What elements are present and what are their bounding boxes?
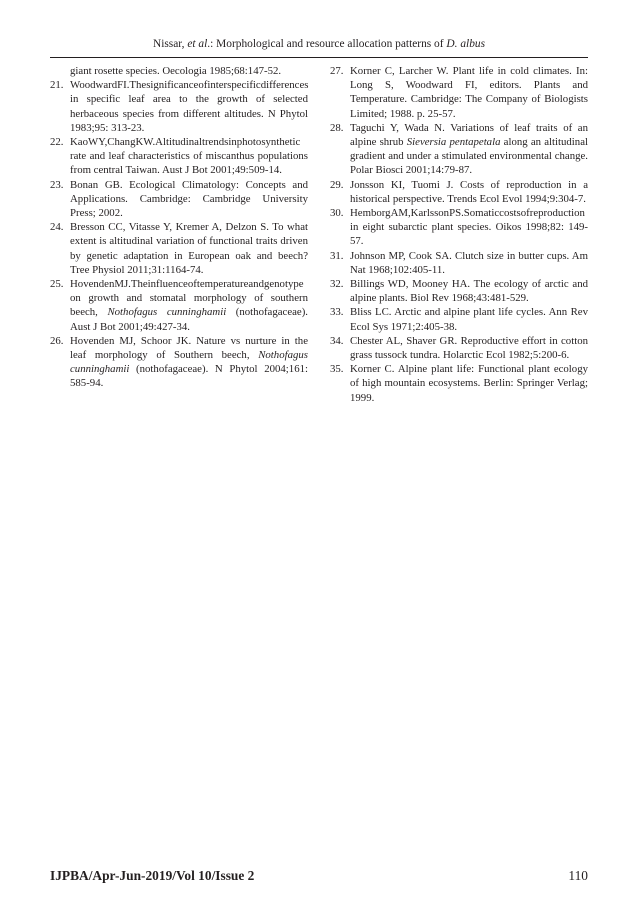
reference-text-part: Taguchi Y, Wada N. Variations of leaf traits of an alpine shrub: [350, 121, 588, 149]
reference-number: 35.: [330, 363, 344, 376]
references-right-column: [330, 64, 588, 405]
reference-text-part: Korner C. Alpine plant life: Functional plant ecology of high mountain ecosystems. Berlin: Springer Verlag; 1999.: [350, 363, 588, 404]
reference-text: [350, 178, 588, 206]
reference-text-part: along an altitudinal gradient and under a stimulated environmental change. Polar Biosci 2001;14:79-87.: [350, 136, 588, 177]
reference-text-part: Billings WD, Mooney HA. The ecology of arctic and alpine plants. Biol Rev 1968;43:481-529.: [350, 278, 588, 305]
header-title: .: Morphological and resource allocation patterns of: [207, 38, 447, 50]
reference-item: [50, 178, 308, 221]
reference-number: 25.: [50, 278, 64, 291]
reference-number: 33.: [330, 306, 344, 319]
reference-item: [330, 249, 588, 277]
reference-item: [330, 305, 588, 333]
reference-text-part: Hovenden MJ, Schoor JK. Nature vs nurture in the leaf morphology of Southern beech,: [70, 334, 308, 362]
reference-item: [330, 362, 588, 405]
journal-issue: IJPBA/Apr-Jun-2019/Vol 10/Issue 2: [50, 868, 255, 883]
reference-text: [70, 78, 308, 135]
reference-text: [70, 277, 308, 334]
reference-number: 28.: [330, 121, 344, 134]
reference-number: 34.: [330, 334, 344, 347]
reference-text-part: HovendenMJ.Theinfluenceoftemperatureandgenotype on growth and stomatal morphology of southern beech,: [70, 278, 308, 319]
reference-number: 21.: [50, 79, 64, 92]
reference-text: [350, 121, 588, 178]
reference-item: [50, 135, 308, 178]
reference-text-part: Jonsson KI, Tuomi J. Costs of reproduction in a historical perspective. Trends Ecol Evol 1994;9:304-7.: [350, 178, 588, 205]
reference-number: 30.: [330, 207, 344, 220]
header-authors: Nissar,: [152, 38, 188, 50]
reference-species-name: Nothofagus cunninghamii: [107, 306, 227, 319]
reference-text-part: Bonan GB. Ecological Climatology: Concepts and Applications. Cambridge: Cambridge University Press; 2002.: [70, 178, 308, 220]
reference-text: [350, 334, 588, 362]
header-divider: [50, 57, 588, 58]
reference-text: [70, 334, 308, 391]
reference-text: [350, 305, 588, 333]
reference-text-part: (nothofagaceae). N Phytol 2004;161: 585-94.: [70, 363, 308, 390]
reference-text: [350, 206, 588, 249]
header-etal: et al: [187, 38, 208, 50]
reference-text-part: Johnson MP, Cook SA. Clutch size in butter cups. Am Nat 1968;102:405-11.: [350, 249, 588, 276]
reference-item: [50, 78, 308, 135]
reference-number: 31.: [330, 249, 344, 262]
running-header: [0, 37, 638, 51]
reference-item: [330, 334, 588, 362]
reference-item: [50, 334, 308, 391]
reference-text: [350, 64, 588, 121]
reference-item: [50, 64, 308, 78]
reference-text: [350, 249, 588, 277]
reference-text-part: Korner C, Larcher W. Plant life in cold climates. In: Long S, Woodward FI, editors. Plants and Temperature. Cambridge: The Company of Biologists Limited; 1988. p. 25-57.: [350, 65, 588, 120]
reference-text: [70, 64, 308, 78]
reference-text-part: Bliss LC. Arctic and alpine plant life cycles. Ann Rev Ecol Sys 1971;2:405-38.: [350, 306, 588, 333]
reference-text-part: (nothofagaceae). Aust J Bot 2001;49:427-34.: [70, 306, 309, 333]
reference-number: 29.: [330, 178, 344, 191]
page-number: 110: [568, 868, 588, 883]
reference-number: 26.: [50, 334, 64, 347]
reference-item: [50, 277, 308, 334]
reference-number: 24.: [50, 221, 64, 234]
reference-number: 23.: [50, 178, 64, 191]
reference-item: [330, 178, 588, 206]
reference-item: [330, 64, 588, 121]
reference-item: [330, 121, 588, 178]
reference-number: 22.: [50, 136, 64, 149]
reference-text-part: Bresson CC, Vitasse Y, Kremer A, Delzon S. To what extent is altitudinal variation of functional traits driven by genetic adaptation in European oak and beech? Tree Physiol 2011;31:1164-74.: [70, 221, 308, 276]
reference-text: [70, 220, 308, 277]
reference-item: [330, 206, 588, 249]
references-left-column: [50, 64, 308, 391]
reference-text-part: Chester AL, Shaver GR. Reproductive effort in cotton grass tussock tundra. Holarctic Ecol 1982;5:200-6.: [350, 334, 588, 362]
reference-number: 32.: [330, 278, 344, 291]
reference-number: 27.: [330, 65, 344, 77]
reference-text-part: KaoWY,ChangKW.Altitudinaltrendsinphotosynthetic rate and leaf characteristics of miscanthus populations from central Taiwan. Aust J Bot 2001;49:509-14.: [70, 136, 308, 177]
reference-text-part: HemborgAM,KarlssonPS.Somaticcostsofreproduction in eight subarctic plant species. Oikos 1998;82: 149-57.: [350, 207, 588, 248]
header-species: D. albus: [446, 38, 486, 50]
reference-species-name: Nothofagus cunninghamii: [70, 349, 308, 376]
reference-text-part: WoodwardFI.Thesignificanceofinterspecificdifferences in specific leaf area to the growth of selected herbaceous species from different altitudes. N Phytol 1983;95: 313-23.: [70, 79, 309, 134]
reference-text-part: giant rosette species. Oecologia 1985;68:147-52.: [70, 65, 282, 77]
reference-text: [70, 178, 308, 221]
reference-text: [350, 362, 588, 405]
reference-item: [50, 220, 308, 277]
reference-item: [330, 277, 588, 305]
reference-text: [350, 277, 588, 305]
reference-species-name: Sieversia pentapetala: [406, 136, 501, 149]
reference-text: [70, 135, 308, 178]
